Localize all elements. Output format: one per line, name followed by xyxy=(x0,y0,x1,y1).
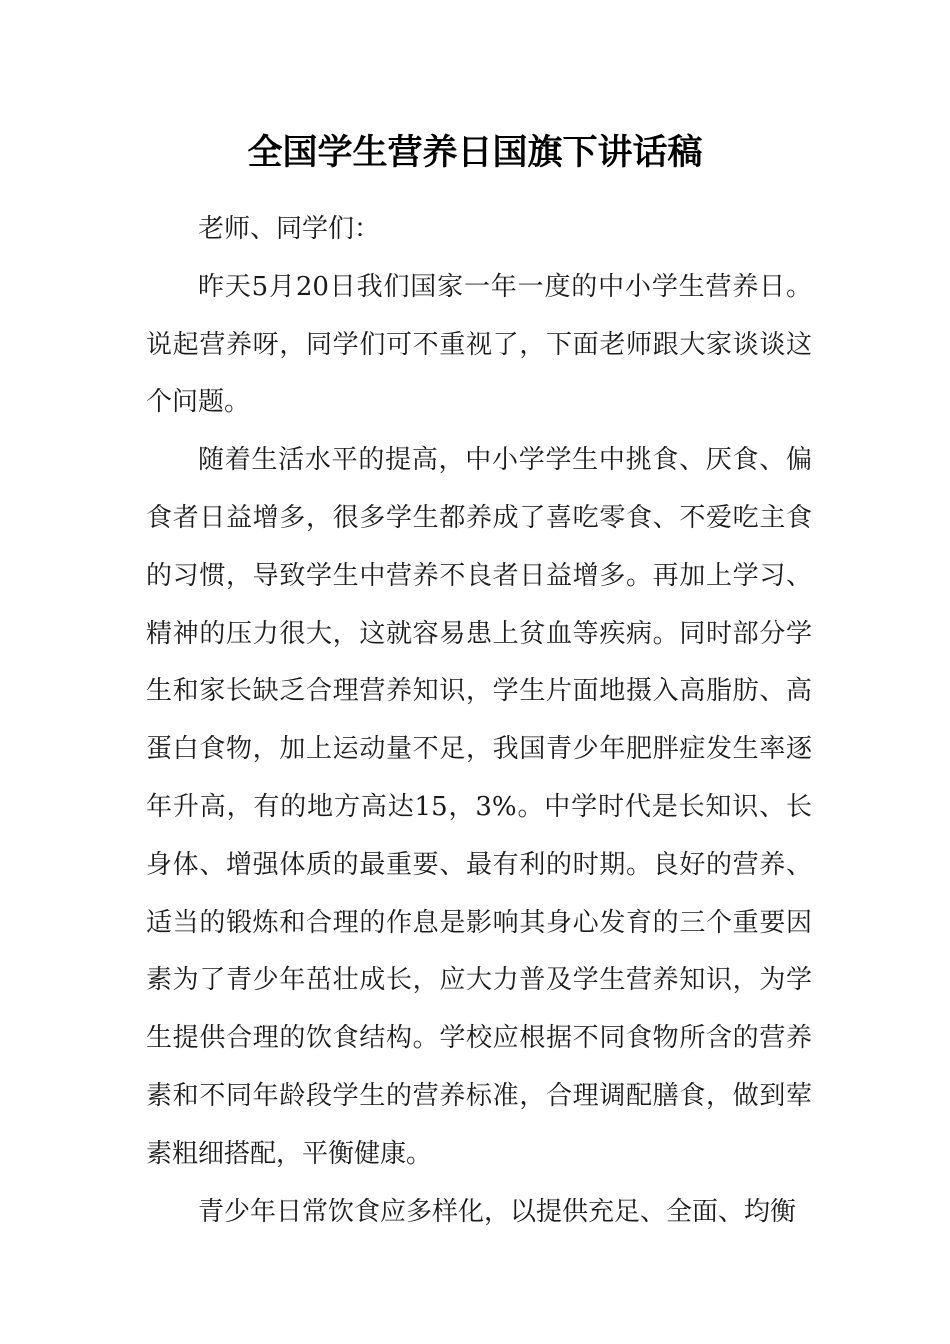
document-body xyxy=(146,201,812,1241)
paragraph-3: 青少年日常饮食应多样化，以提供充足、全面、均衡 xyxy=(198,1196,797,1227)
paragraph-2: 随着生活水平的提高，中小学学生中挑食、厌食、偏食者日益增多，很多学生都养成了喜吃零食、不爱吃主食的习惯，导致学生中营养不良者日益增多。再加上学习、精神的压力很大，这就容易患上贫血等疾病。同时部分学生和家长缺乏合理营养知识，学生片面地摄入高脂肪、高蛋白食物，加上运动量不足，我国青少年肥胖症发生率逐年升高，有的地方高达15，3%。中学时代是长知识、长身体、增强体质的最重要、最有利的时期。良好的营养、适当的锻炼和合理的作息是影响其身心发育的三个重要因素为了青少年茁壮成长，应大力普及学生营养知识，为学生提供合理的饮食结构。学校应根据不同食物所含的营养素和不同年龄段学生的营养标准，合理调配膳食，做到荤素粗细搭配，平衡健康。 xyxy=(146,445,812,1169)
paragraph-1: 昨天5月20日我们国家一年一度的中小学生营养日。说起营养呀，同学们可不重视了，下面老师跟大家谈谈这个问题。 xyxy=(146,271,812,418)
salutation: 老师、同学们： xyxy=(198,214,381,244)
document-title: 全国学生营养日国旗下讲话稿 xyxy=(247,133,703,173)
